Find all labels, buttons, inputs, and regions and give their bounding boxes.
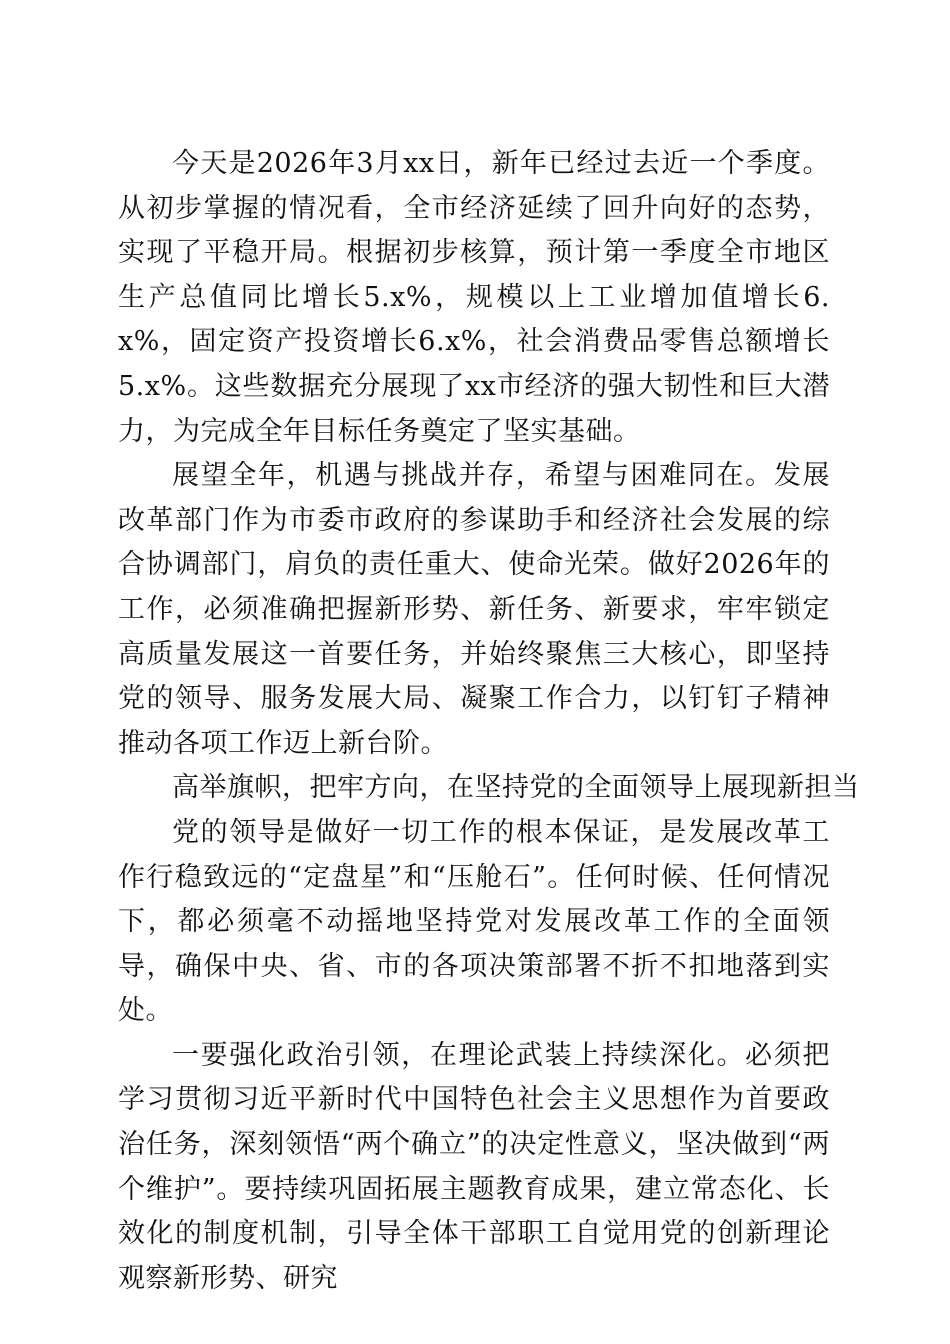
- document-body: [118, 142, 860, 1301]
- section-paragraph-1: 党的领导是做好一切工作的根本保证，是发展改革工作行稳致远的“定盘星”和“压舱石”。任何时候、任何情况下，都必须毫不动摇地坚持党对发展改革工作的全面领导，确保中央、省、市的各项决策部署不折不扣地落到实处。: [118, 816, 830, 1027]
- intro-paragraph-1: 今天是2026年3月xx日，新年已经过去近一个季度。从初步掌握的情况看，全市经济延续了回升向好的态势，实现了平稳开局。根据初步核算，预计第一季度全市地区生产总值同比增长5.x%，规模以上工业增加值增长6.x%，固定资产投资增长6.x%，社会消费品零售总额增长5.x%。这些数据充分展现了xx市经济的强大韧性和巨大潜力，为完成全年目标任务奠定了坚实基础。: [118, 148, 830, 447]
- section-paragraph-2: 一要强化政治引领，在理论武装上持续深化。必须把学习贯彻习近平新时代中国特色社会主义思想作为首要政治任务，深刻领悟“两个确立”的决定性意义，坚决做到“两个维护”。要持续巩固拓展主题教育成果，建立常态化、长效化的制度机制，引导全体干部职工自觉用党的创新理论观察新形势、研究: [118, 1039, 830, 1294]
- intro-paragraph-2: 展望全年，机遇与挑战并存，希望与困难同在。发展改革部门作为市委市政府的参谋助手和经济社会发展的综合协调部门，肩负的责任重大、使命光荣。做好2026年的工作，必须准确把握新形势、新任务、新要求，牢牢锁定高质量发展这一首要任务，并始终聚焦三大核心，即坚持党的领导、服务发展大局、凝聚工作合力，以钉钉子精神推动各项工作迈上新台阶。: [118, 460, 830, 759]
- section-heading: 高举旗帜，把牢方向，在坚持党的全面领导上展现新担当: [172, 772, 860, 804]
